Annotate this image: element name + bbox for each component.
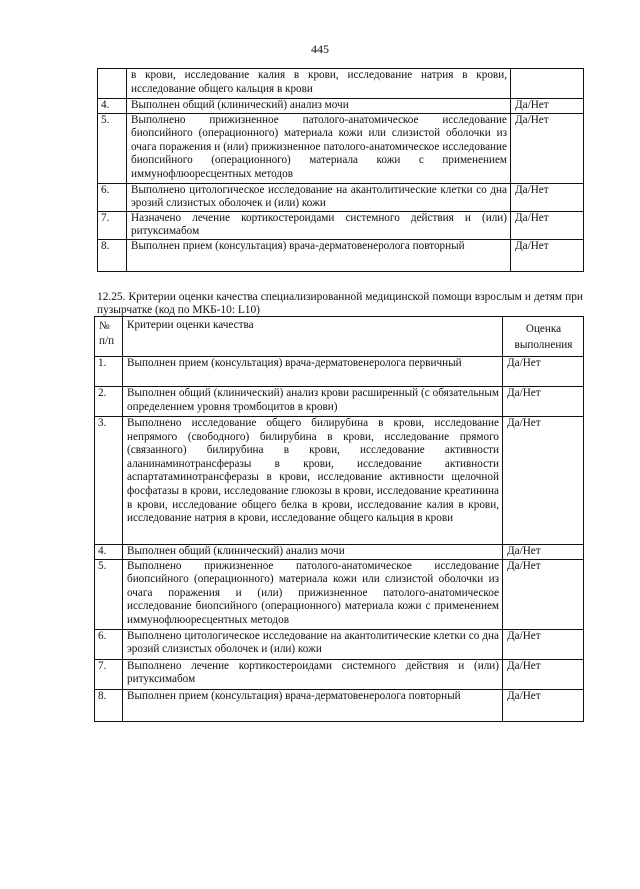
header-number: № п/п [95,317,123,357]
answer-cell: Да/Нет [503,629,584,659]
criteria-text: Выполнено цитологическое исследование на акантолитические клетки со дна эрозий слизистых оболочек и (или) кожи [127,183,511,211]
row-number: 8. [98,239,127,271]
criteria-text: Выполнено исследование общего билирубина в крови, исследование непрямого (свободного) билирубина в крови, исследование прямого (связанного) билирубина в крови, исследование активности аланинаминотрансферазы в крови, исследование активности аспартатаминотрансферазы в крови, исследование активности щелочной фосфатазы в крови, исследование глюкозы в крови, исследование креатинина в крови, исследование общего белка в крови, исследование калия в крови, исследование натрия в крови, исследование общего кальция в крови [123,417,503,545]
criteria-text: Выполнено лечение кортикостероидами системного действия и (или) ритуксимабом [123,659,503,689]
section-heading: 12.25. Критерии оценки качества специализированной медицинской помощи взрослым и детям при пузырчатке (код по МКБ-10: L10) [97,291,583,316]
answer-cell: Да/Нет [503,659,584,689]
table-row [98,99,584,114]
row-number: 2. [95,387,123,417]
table-header-row [95,317,584,357]
criteria-table-continued [97,68,584,272]
row-number: 3. [95,417,123,545]
criteria-text: Выполнен прием (консультация) врача-дерматовенеролога первичный [123,357,503,387]
table-row [95,357,584,387]
table-row [95,659,584,689]
criteria-text: Выполнено прижизненное патолого-анатомическое исследование биопсийного (операционного) материала кожи или слизистой оболочки из очага поражения и (или) прижизненное патолого-анатомическое исследование биопсийного (операционного) материала кожи с применением иммунофлюоресцентных методов [123,559,503,629]
answer-cell: Да/Нет [503,689,584,721]
page-number: 445 [311,42,329,56]
answer-cell: Да/Нет [503,387,584,417]
criteria-text: Выполнено прижизненное патолого-анатомическое исследование биопсийного (операционного) материала кожи или слизистой оболочки из очага поражения и (или) прижизненное патолого-анатомическое исследование биопсийного (операционного) материала кожи с применением иммунофлюоресцентных методов [127,113,511,183]
answer-cell: Да/Нет [503,417,584,545]
row-number: 5. [98,113,127,183]
criteria-table [94,316,584,722]
row-number: 1. [95,357,123,387]
row-number: 8. [95,689,123,721]
answer-cell: Да/Нет [511,239,584,271]
table-row [95,417,584,545]
criteria-text: Выполнен прием (консультация) врача-дерматовенеролога повторный [127,239,511,271]
table-row [95,629,584,659]
criteria-text: Выполнен общий (клинический) анализ мочи [127,99,511,114]
answer-cell: Да/Нет [511,211,584,239]
table-row [95,387,584,417]
header-answer: Оценка выполнения [503,317,584,357]
table-row [98,69,584,99]
header-criteria: Критерии оценки качества [123,317,503,357]
answer-cell: Да/Нет [511,113,584,183]
row-number: 7. [95,659,123,689]
criteria-text: Выполнено цитологическое исследование на акантолитические клетки со дна эрозий слизистых оболочек и (или) кожи [123,629,503,659]
row-number: 7. [98,211,127,239]
answer-cell: Да/Нет [511,99,584,114]
answer-cell: Да/Нет [503,357,584,387]
answer-cell [511,69,584,99]
criteria-text: в крови, исследование калия в крови, исследование натрия в крови, исследование общего кальция в крови [127,69,511,99]
criteria-text: Назначено лечение кортикостероидами системного действия и (или) ритуксимабом [127,211,511,239]
table-row [95,559,584,629]
table-row [95,689,584,721]
table-row [95,545,584,560]
row-number: 5. [95,559,123,629]
criteria-text: Выполнен общий (клинический) анализ крови расширенный (с обязательным определением уровня тромбоцитов в крови) [123,387,503,417]
row-number: 6. [95,629,123,659]
row-number: 4. [98,99,127,114]
table-row [98,113,584,183]
answer-cell: Да/Нет [503,545,584,560]
row-number: 4. [95,545,123,560]
table-row [98,211,584,239]
table-row [98,239,584,271]
row-number: 6. [98,183,127,211]
row-number [98,69,127,99]
answer-cell: Да/Нет [503,559,584,629]
criteria-text: Выполнен общий (клинический) анализ мочи [123,545,503,560]
table-row [98,183,584,211]
criteria-text: Выполнен прием (консультация) врача-дерматовенеролога повторный [123,689,503,721]
answer-cell: Да/Нет [511,183,584,211]
